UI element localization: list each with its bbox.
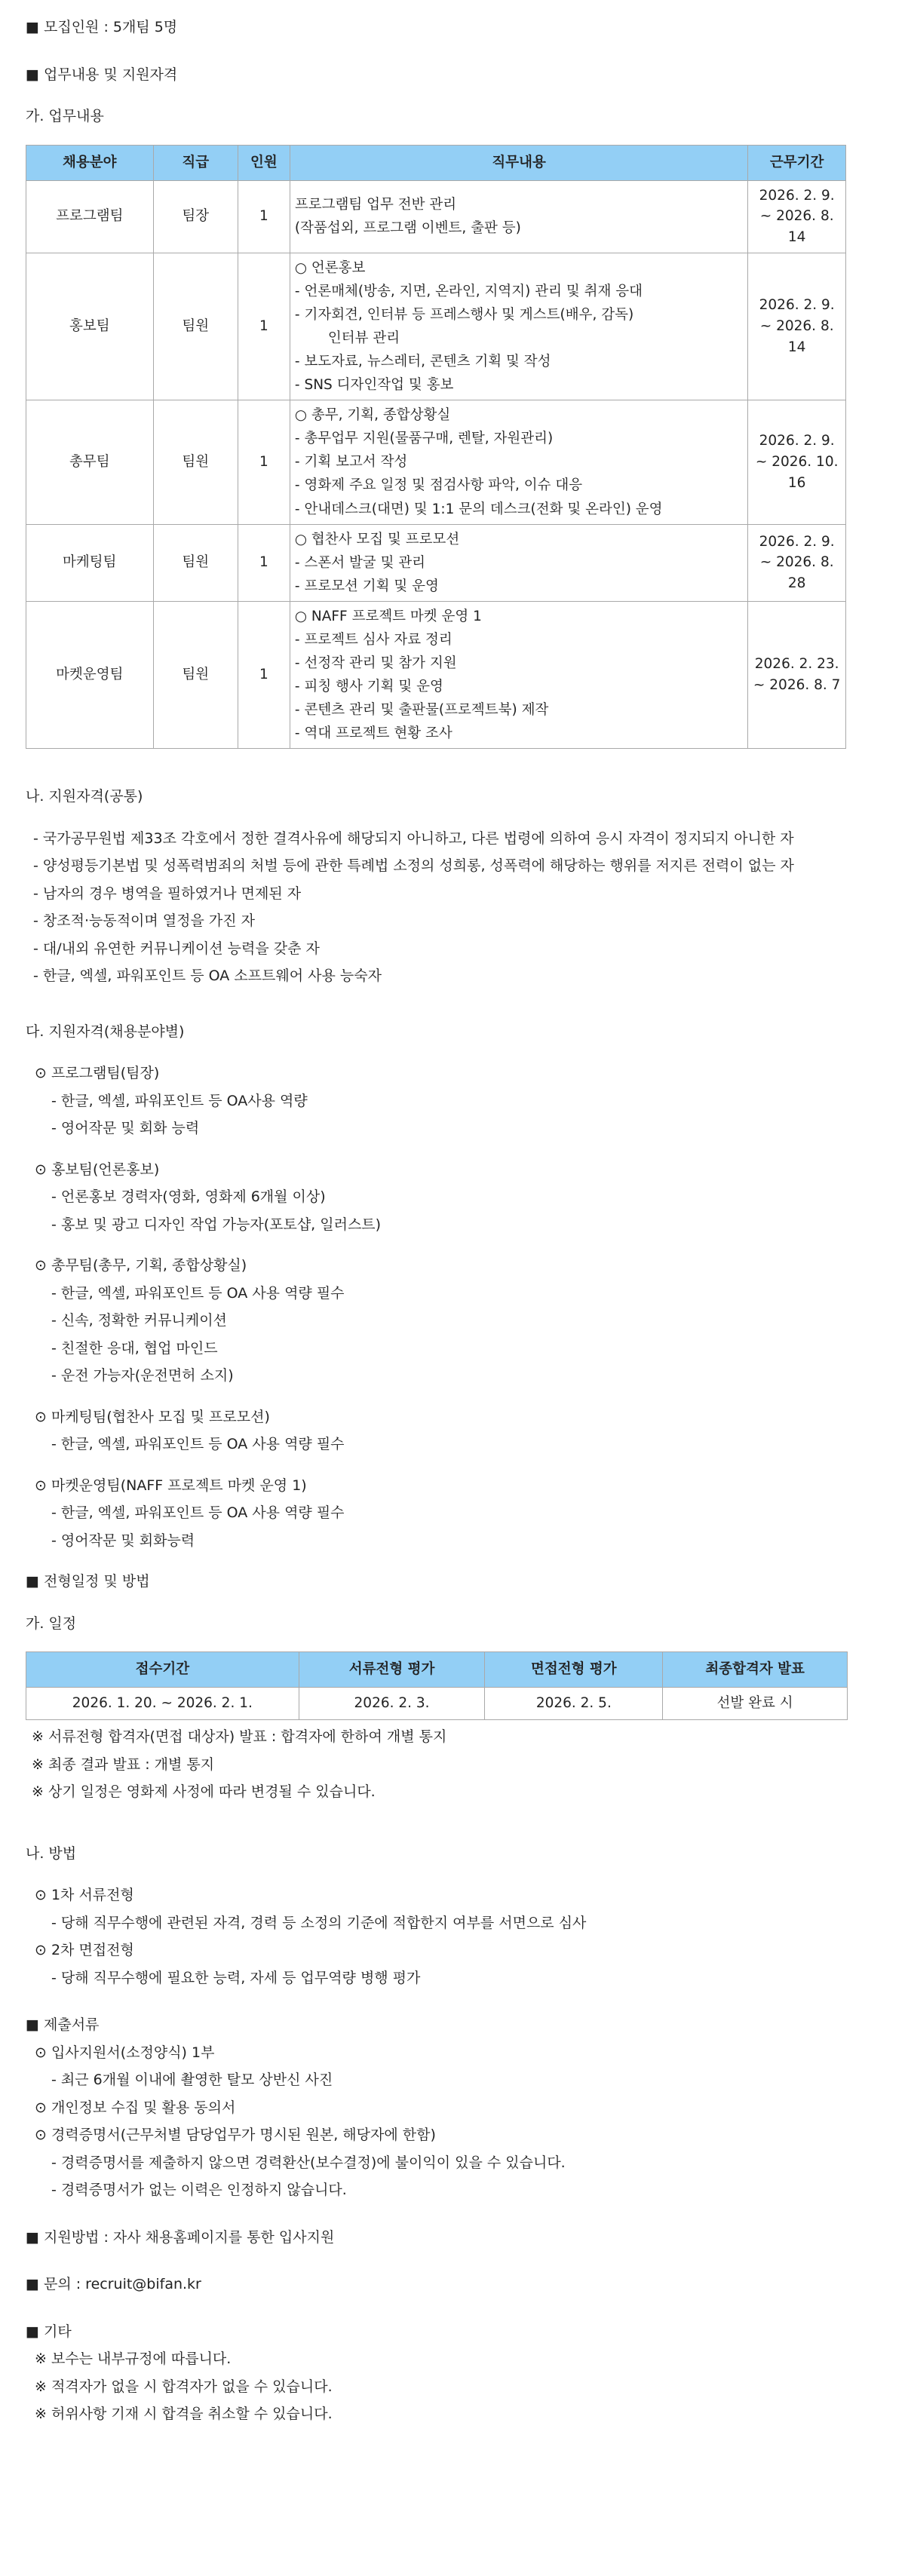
row-rank: 팀원: [153, 400, 238, 524]
row-rank: 팀원: [153, 524, 238, 601]
header-apply-period: 접수기간: [26, 1652, 299, 1688]
duty-line: - SNS 디자인작업 및 홍보: [294, 377, 454, 394]
duty-line: - 스폰서 발굴 및 관리: [294, 554, 426, 571]
note: ※ 상기 일정은 영화제 사정에 따라 변경될 수 있습니다.: [32, 1783, 376, 1801]
table-row: [26, 180, 846, 253]
etc-title: ■ 기타: [26, 2323, 72, 2340]
apply-method: ■ 지원방법 : 자사 채용홈페이지를 통한 입사지원: [26, 2228, 335, 2246]
row-rank: 팀원: [153, 601, 238, 748]
step-title: ⊙ 2차 면접전형: [35, 1942, 134, 1959]
list-item: - 한글, 엑셀, 파워포인트 등 OA 소프트웨어 사용 능숙자: [33, 968, 382, 985]
documents-title: ■ 제출서류: [26, 2016, 100, 2034]
list-item: - 한글, 엑셀, 파워포인트 등 OA 사용 역량 필수: [51, 1504, 345, 1522]
row-period: [748, 180, 846, 253]
period-end: ~ 2026. 8. 14: [759, 318, 834, 355]
group-title: ⊙ 마켓운영팀(NAFF 프로젝트 마켓 운영 1): [35, 1477, 307, 1494]
group-title: ⊙ 홍보팀(언론홍보): [35, 1161, 160, 1178]
document-sub: - 최근 6개월 이내에 촬영한 탈모 상반신 사진: [51, 2072, 333, 2089]
qual-group-market: [35, 1472, 846, 1555]
list-item: - 홍보 및 광고 디자인 작업 가능자(포토샵, 일러스트): [51, 1216, 382, 1233]
duty-line: - 피칭 행사 기획 및 운영: [294, 679, 443, 695]
period-start: 2026. 2. 9.: [759, 297, 835, 314]
step-desc: - 당해 직무수행에 필요한 능력, 자세 등 업무역량 병행 평가: [51, 1969, 421, 1986]
row-count: 1: [238, 524, 290, 601]
header-duties: 직무내용: [290, 145, 747, 180]
document-item: ⊙ 경력증명서(근무처별 담당업무가 명시된 원본, 해당자에 한함): [35, 2127, 436, 2144]
row-period: [748, 400, 846, 524]
table-row: [26, 601, 846, 748]
header-interview-eval: 면접전형 평가: [485, 1652, 663, 1688]
list-item: - 대/내외 유연한 커뮤니케이션 능력을 갖춘 자: [33, 940, 320, 957]
list-item: - 남자의 경우 병역을 필하였거나 면제된 자: [33, 885, 302, 902]
document-eval-value: 2026. 2. 3.: [299, 1688, 485, 1720]
duty-line: - 안내데스크(대면) 및 1:1 문의 데스크(전화 및 온라인) 운영: [294, 501, 663, 517]
row-field: 총무팀: [26, 400, 154, 524]
etc-item: ※ 허위사항 기재 시 합격을 취소할 수 있습니다.: [35, 2406, 333, 2423]
list-item: - 영어작문 및 회화능력: [51, 1532, 195, 1549]
duty-line: - 영화제 주요 일정 및 점검사항 파악, 이슈 대응: [294, 477, 583, 494]
row-period: [748, 601, 846, 748]
qual-group-admin: [35, 1252, 846, 1390]
table-row: [26, 524, 846, 601]
duty-line: ○ NAFF 프로젝트 마켓 운영 1: [294, 608, 482, 624]
qual-group-marketing: [35, 1403, 846, 1458]
schedule-header-row: [26, 1652, 848, 1688]
table-row: [26, 400, 846, 524]
period-start: 2026. 2. 9.: [759, 533, 835, 550]
duty-line: ○ 언론홍보: [294, 259, 366, 276]
row-duties: [290, 400, 747, 524]
duty-line: (작품섭외, 프로그램 이벤트, 출판 등): [294, 220, 521, 237]
schedule-notes: [26, 1720, 846, 1806]
duty-line: - 보도자료, 뉴스레터, 콘텐츠 기획 및 작성: [294, 354, 551, 370]
period-end: ~ 2026. 10. 16: [755, 454, 839, 491]
row-count: 1: [238, 180, 290, 253]
row-duties: [290, 524, 747, 601]
table-row: [26, 1688, 848, 1720]
row-rank: 팀원: [153, 253, 238, 400]
step-title: ⊙ 1차 서류전형: [35, 1887, 134, 1904]
duty-line: - 언론매체(방송, 지면, 온라인, 지역지) 관리 및 취재 응대: [294, 283, 643, 299]
period-start: 2026. 2. 9.: [759, 187, 835, 204]
qual-field-title: 다. 지원자격(채용분야별): [26, 1023, 185, 1040]
schedule-table: [26, 1651, 848, 1720]
row-field: 홍보팀: [26, 253, 154, 400]
duty-line: - 프로모션 기획 및 운영: [294, 578, 439, 594]
duties-sub-title: 가. 업무내용: [26, 108, 104, 124]
row-period: [748, 524, 846, 601]
documents-list: [26, 2039, 846, 2204]
list-item: - 창조적·능동적이며 열정을 가진 자: [33, 912, 256, 930]
row-count: 1: [238, 601, 290, 748]
duties-header-row: [26, 145, 846, 180]
qual-common-list: [26, 825, 846, 990]
row-field: 마켓운영팀: [26, 601, 154, 748]
group-title: ⊙ 마케팅팀(협찬사 모집 및 프로모션): [35, 1408, 270, 1425]
period-start: 2026. 2. 23.: [754, 656, 839, 673]
period-start: 2026. 2. 9.: [759, 433, 835, 449]
row-field: 프로그램팀: [26, 180, 154, 253]
duties-section-title: ■ 업무내용 및 지원자격: [26, 66, 178, 83]
table-row: [26, 253, 846, 400]
duty-line: - 총무업무 지원(물품구매, 렌탈, 자원관리): [294, 431, 554, 447]
row-field: 마케팅팀: [26, 524, 154, 601]
header-final-announce: 최종합격자 발표: [663, 1652, 848, 1688]
header-rank: 직급: [153, 145, 238, 180]
method-title: 나. 방법: [26, 1845, 77, 1862]
duty-line: - 프로젝트 심사 자료 정리: [294, 631, 452, 648]
note: ※ 최종 결과 발표 : 개별 통지: [32, 1756, 215, 1773]
schedule-section-title: ■ 전형일정 및 방법: [26, 1573, 150, 1590]
recruit-count: ■ 모집인원 : 5개팀 5명: [26, 19, 178, 35]
duty-line: ○ 협찬사 모집 및 프로모션: [294, 531, 460, 547]
step-desc: - 당해 직무수행에 관련된 자격, 경력 등 소정의 기준에 적합한지 여부를 서면으로 심사: [51, 1914, 587, 1931]
period-end: ~ 2026. 8. 28: [759, 554, 834, 592]
group-title: ⊙ 프로그램팀(팀장): [35, 1065, 160, 1082]
qual-common-title: 나. 지원자격(공통): [26, 788, 143, 805]
document-sub: - 경력증명서가 없는 이력은 인정하지 않습니다.: [51, 2182, 347, 2199]
list-item: - 영어작문 및 회화 능력: [51, 1120, 200, 1137]
final-announce-value: 선발 완료 시: [663, 1688, 848, 1720]
document-sub: - 경력증명서를 제출하지 않으면 경력환산(보수결정)에 불이익이 있을 수 있습니다.: [51, 2154, 566, 2171]
list-item: - 운전 가능자(운전면허 소지): [51, 1367, 234, 1385]
duties-table: [26, 145, 846, 750]
contact: ■ 문의 : recruit@bifan.kr: [26, 2276, 201, 2293]
etc-list: [26, 2345, 846, 2428]
row-duties: [290, 601, 747, 748]
header-count: 인원: [238, 145, 290, 180]
qual-group-pr: [35, 1156, 846, 1239]
qual-group-program: [35, 1060, 846, 1142]
duty-line: - 기획 보고서 작성: [294, 454, 408, 471]
list-item: - 한글, 엑셀, 파워포인트 등 OA사용 역량: [51, 1092, 308, 1109]
duty-line: 프로그램팀 업무 전반 관리: [294, 197, 457, 213]
etc-item: ※ 보수는 내부규정에 따릅니다.: [35, 2351, 232, 2368]
schedule-sub-title: 가. 일정: [26, 1615, 77, 1632]
list-item: - 국가공무원법 제33조 각호에서 정한 결격사유에 해당되지 아니하고, 다른 법령에 의하여 응시 자격이 정지되지 아니한 자: [33, 830, 794, 847]
header-field: 채용분야: [26, 145, 154, 180]
document-item: ⊙ 개인정보 수집 및 활용 동의서: [35, 2099, 236, 2116]
duty-line: - 선정작 관리 및 참가 지원: [294, 655, 457, 671]
group-title: ⊙ 총무팀(총무, 기획, 종합상황실): [35, 1257, 247, 1274]
method-list: [26, 1881, 846, 1992]
row-duties: [290, 253, 747, 400]
header-document-eval: 서류전형 평가: [299, 1652, 485, 1688]
period-end: ~ 2026. 8. 7: [753, 677, 841, 694]
row-count: 1: [238, 253, 290, 400]
interview-eval-value: 2026. 2. 5.: [485, 1688, 663, 1720]
qual-field-groups: [26, 1060, 846, 1554]
list-item: - 친절한 응대, 협업 마인드: [51, 1339, 218, 1357]
duty-line: - 기자회견, 인터뷰 등 프레스행사 및 게스트(배우, 감독): [294, 306, 634, 323]
row-duties: [290, 180, 747, 253]
row-period: [748, 253, 846, 400]
list-item: - 신속, 정확한 커뮤니케이션: [51, 1312, 227, 1329]
period-end: ~ 2026. 8. 14: [759, 208, 834, 245]
apply-period-value: 2026. 1. 20. ~ 2026. 2. 1.: [26, 1688, 299, 1720]
row-rank: 팀장: [153, 180, 238, 253]
duty-line: - 콘텐츠 관리 및 출판물(프로젝트북) 제작: [294, 702, 549, 719]
list-item: - 양성평등기본법 및 성폭력범죄의 처벌 등에 관한 특례법 소정의 성희롱, 성폭력에 해당하는 행위를 저지른 전력이 없는 자: [33, 857, 794, 875]
row-count: 1: [238, 400, 290, 524]
note: ※ 서류전형 합격자(면접 대상자) 발표 : 합격자에 한하여 개별 통지: [32, 1728, 447, 1746]
header-period: 근무기간: [748, 145, 846, 180]
list-item: - 한글, 엑셀, 파워포인트 등 OA 사용 역량 필수: [51, 1284, 345, 1302]
list-item: - 한글, 엑셀, 파워포인트 등 OA 사용 역량 필수: [51, 1436, 345, 1453]
etc-item: ※ 적격자가 없을 시 합격자가 없을 수 있습니다.: [35, 2378, 333, 2395]
duty-line: - 역대 프로젝트 현황 조사: [294, 725, 452, 742]
duty-line: 인터뷰 관리: [327, 330, 400, 346]
list-item: - 언론홍보 경력자(영화, 영화제 6개월 이상): [51, 1188, 326, 1206]
document-item: ⊙ 입사지원서(소정양식) 1부: [35, 2044, 215, 2061]
duty-line: ○ 총무, 기획, 종합상황실: [294, 407, 451, 424]
